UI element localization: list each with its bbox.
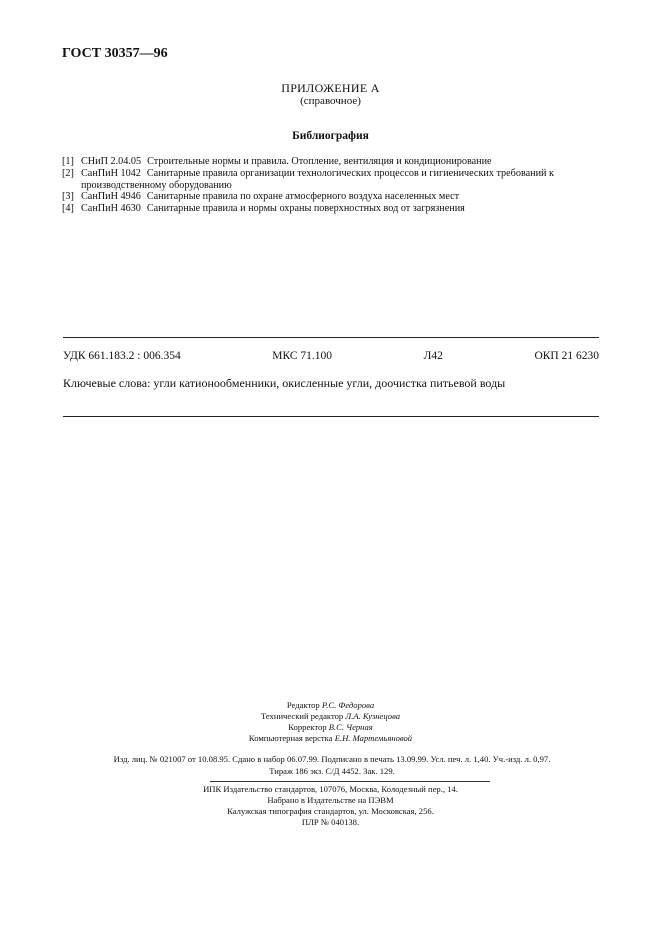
ref-number: [4] xyxy=(62,203,74,215)
ref-entry xyxy=(81,203,602,215)
bibliography-item xyxy=(62,168,602,192)
appendix-subtitle: (справочное) xyxy=(300,95,361,107)
credit-tech-editor: Технический редактор Л.А. Кузнецова xyxy=(260,711,401,721)
ref-entry xyxy=(81,168,602,192)
credit-layout: Компьютерная верстка Е.Н. Мартемьяновой xyxy=(248,733,413,743)
printer-line: Калужская типография стандартов, ул. Московская, 256. xyxy=(227,806,434,816)
mks-code: МКС 71.100 xyxy=(272,350,333,362)
ref-title: Санитарные правила организации технологических процессов и гигиенических требований к производственному оборудованию xyxy=(81,167,555,191)
divider-bottom xyxy=(63,416,599,417)
publication-line: Изд. лиц. № 021007 от 10.08.95. Сдано в набор 06.07.99. Подписано в печать 13.09.99. Усл. печ. л. 1,40. Уч.-изд. л. 0,97. xyxy=(113,754,551,764)
ref-entry xyxy=(81,191,602,203)
bibliography-heading: Библиография xyxy=(292,130,369,142)
credits-block xyxy=(0,700,661,744)
bibliography-item xyxy=(62,156,602,168)
appendix-title: ПРИЛОЖЕНИЕ А xyxy=(281,81,380,95)
ref-entry xyxy=(81,156,602,168)
credit-editor: Редактор Р.С. Федорова xyxy=(286,700,375,710)
okp-code: ОКП 21 6230 xyxy=(534,350,599,362)
ref-title: Санитарные правила и нормы охраны поверхностных вод от загрязнения xyxy=(146,203,465,215)
classification-row xyxy=(63,350,599,362)
credit-corrector: Корректор В.С. Черная xyxy=(288,722,373,732)
publication-line: Тираж 186 экз. С/Д 4452. Зак. 129. xyxy=(269,765,395,776)
printer-line: ПЛР № 040138. xyxy=(301,817,360,827)
printer-info xyxy=(0,784,661,828)
document-id: ГОСТ 30357—96 xyxy=(62,46,168,61)
printer-line: ИПК Издательство стандартов, 107076, Москва, Колодезный пер., 14. xyxy=(203,784,458,794)
ref-number: [3] xyxy=(62,191,74,203)
ref-number: [1] xyxy=(62,156,74,167)
ref-code: СанПиН 4946 xyxy=(81,191,141,203)
ref-code: СанПиН 1042 xyxy=(81,167,141,179)
divider-publication xyxy=(210,781,490,782)
divider-top xyxy=(63,337,599,338)
bibliography-list xyxy=(62,156,602,215)
ref-number: [2] xyxy=(62,167,74,179)
keywords: Ключевые слова: угли катионообменники, окисленные угли, доочистка питьевой воды xyxy=(63,376,506,390)
bibliography-item xyxy=(62,203,602,215)
ref-code: СНиП 2.04.05 xyxy=(81,156,142,167)
ref-title: Строительные нормы и правила. Отопление, вентиляция и кондиционирование xyxy=(147,156,492,167)
ref-title: Санитарные правила по охране атмосферного воздуха населенных мест xyxy=(146,191,460,203)
bibliography-item xyxy=(62,191,602,203)
publication-info xyxy=(62,754,602,777)
printer-line: Набрано в Издательстве на ПЭВМ xyxy=(267,795,394,805)
udk-code: УДК 661.183.2 : 006.354 xyxy=(63,350,181,362)
ref-code: СанПиН 4630 xyxy=(81,203,141,215)
l-code: Л42 xyxy=(423,350,443,362)
